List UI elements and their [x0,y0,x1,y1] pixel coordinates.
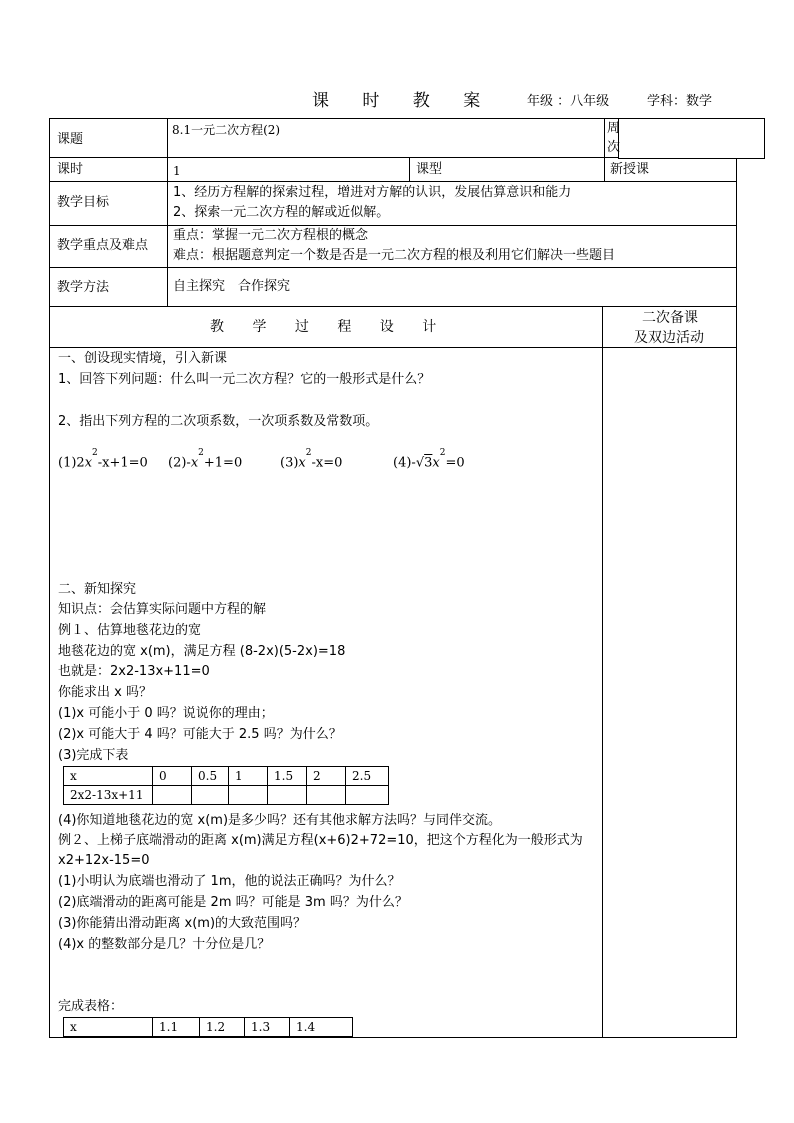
key-line: 重点：掌握一元二次方程根的概念 [173,228,369,243]
example-2-question: (2)底端滑动的距离可能是 2m 吗？可能是 3m 吗？为什么？ [58,895,408,910]
page-title: 课 时 教 案 [312,91,495,111]
example-2-question: (3)你能猜出滑动距离 x(m)的大致范围吗？ [58,916,307,931]
equation-1: $(1)2x^2-x+1=0$ [58,448,148,471]
table-row [64,1018,353,1037]
value-table-1 [63,766,389,805]
row-divider [49,181,737,182]
table-cell: x [64,767,153,786]
table-cell: 1.2 [200,1018,245,1037]
example-1-question: (2)x 可能大于 4 吗？可能大于 2.5 吗？为什么？ [58,727,342,742]
key-line: 难点：根据题意判定一个数是否是一元二次方程的根及利用它们解决一些题目 [173,248,616,263]
row-divider [49,306,737,307]
table-cell [192,786,229,805]
side-title: 及双边活动 [634,330,704,346]
table-cell: 1.3 [245,1018,290,1037]
hours-value: 1 [173,164,181,178]
topic-label: 课题 [57,132,84,147]
row-divider [49,225,737,226]
example-1-question: (3)完成下表 [58,748,129,763]
row-divider [49,347,737,348]
goal-line: 2、探索一元二次方程的解或近似解。 [173,205,390,220]
hours-label: 课时 [57,162,84,177]
question-2: 2、指出下列方程的二次项系数，一次项系数及常数项。 [58,414,379,429]
section-2-title: 二、新知探究 [58,582,137,597]
subject-label: 学科：数学 [647,94,713,109]
table-cell [229,786,268,805]
type-label: 课型 [416,162,443,177]
week-char: 次 [607,140,621,155]
example-1-question: (1)x 可能小于 0 吗？说说你的理由； [58,706,274,721]
table-cell: 0.5 [192,767,229,786]
col-divider [602,306,603,1038]
goal-line: 1、经历方程解的探索过程，增进对方解的认识，发展估算意识和能力 [173,185,572,200]
question-1: 1、回答下列问题：什么叫一元二次方程？它的一般形式是什么？ [58,372,431,387]
example-1-question: (4)你知道地毯花边的宽 x(m)是多少吗？还有其他求解方法吗？与同伴交流。 [58,813,502,828]
table-cell: 1.5 [268,767,307,786]
example-1-line: 也就是：2x2-13x+11=0 [58,664,210,679]
example-2-line: 例２、上梯子底端滑动的距离 x(m)满足方程(x+6)2+72=10，把这个方程化为一般形式为 [58,833,583,848]
table-cell [307,786,346,805]
equation-2: $(2)-x^2+1=0$ [168,448,243,471]
table-cell: 2 [307,767,346,786]
example-2-line: x2+12x-15=0 [58,853,150,868]
goal-label: 教学目标 [57,195,110,210]
type-value: 新授课 [610,162,650,177]
key-label: 教学重点及难点 [57,238,149,253]
col-divider [167,118,168,307]
table-cell: 1.4 [290,1018,353,1037]
equation-4: $(4)-√3x^2=0$ [393,448,465,471]
equation-3: $(3)x^2-x=0$ [280,448,343,471]
col-divider [604,118,605,182]
week-char: 周 [607,121,621,136]
fill-table-label: 完成表格： [58,999,124,1014]
table-cell: 1.1 [153,1018,200,1037]
example-1-line: 你能求出 x 吗？ [58,685,152,700]
method-label: 教学方法 [57,280,110,295]
table-cell [153,786,192,805]
example-2-question: (4)x 的整数部分是几？十分位是几？ [58,937,271,952]
row-divider [49,267,737,268]
grade-label: 年级 ：八年级 [527,94,610,109]
table-cell [268,786,307,805]
example-2-question: (1)小明认为底端也滑动了 1m，他的说法正确吗？为什么？ [58,874,401,889]
table-cell [346,786,389,805]
table-cell: 1 [229,767,268,786]
knowledge-point: 知识点：会估算实际问题中方程的解 [58,602,267,617]
value-table-2 [63,1017,353,1037]
topic-value: 8.1一元二次方程(2) [172,123,281,137]
example-1-title: 例１、估算地毯花边的宽 [58,623,202,638]
section-1-title: 一、创设现实情境，引入新课 [58,351,228,366]
example-1-line: 地毯花边的宽 x(m)，满足方程 (8-2x)(5-2x)=18 [58,644,346,659]
table-cell: 2.5 [346,767,389,786]
process-header: 教 学 过 程 设 计 [210,319,449,335]
table-cell: 0 [153,767,192,786]
table-cell: x [64,1018,153,1037]
method-value: 自主探究 合作探究 [173,279,291,294]
week-box [618,118,765,159]
table-row [64,767,389,786]
col-divider [409,157,410,182]
table-cell: 2x2-13x+11 [64,786,153,805]
side-title: 二次备课 [642,310,698,326]
table-row [64,786,389,805]
